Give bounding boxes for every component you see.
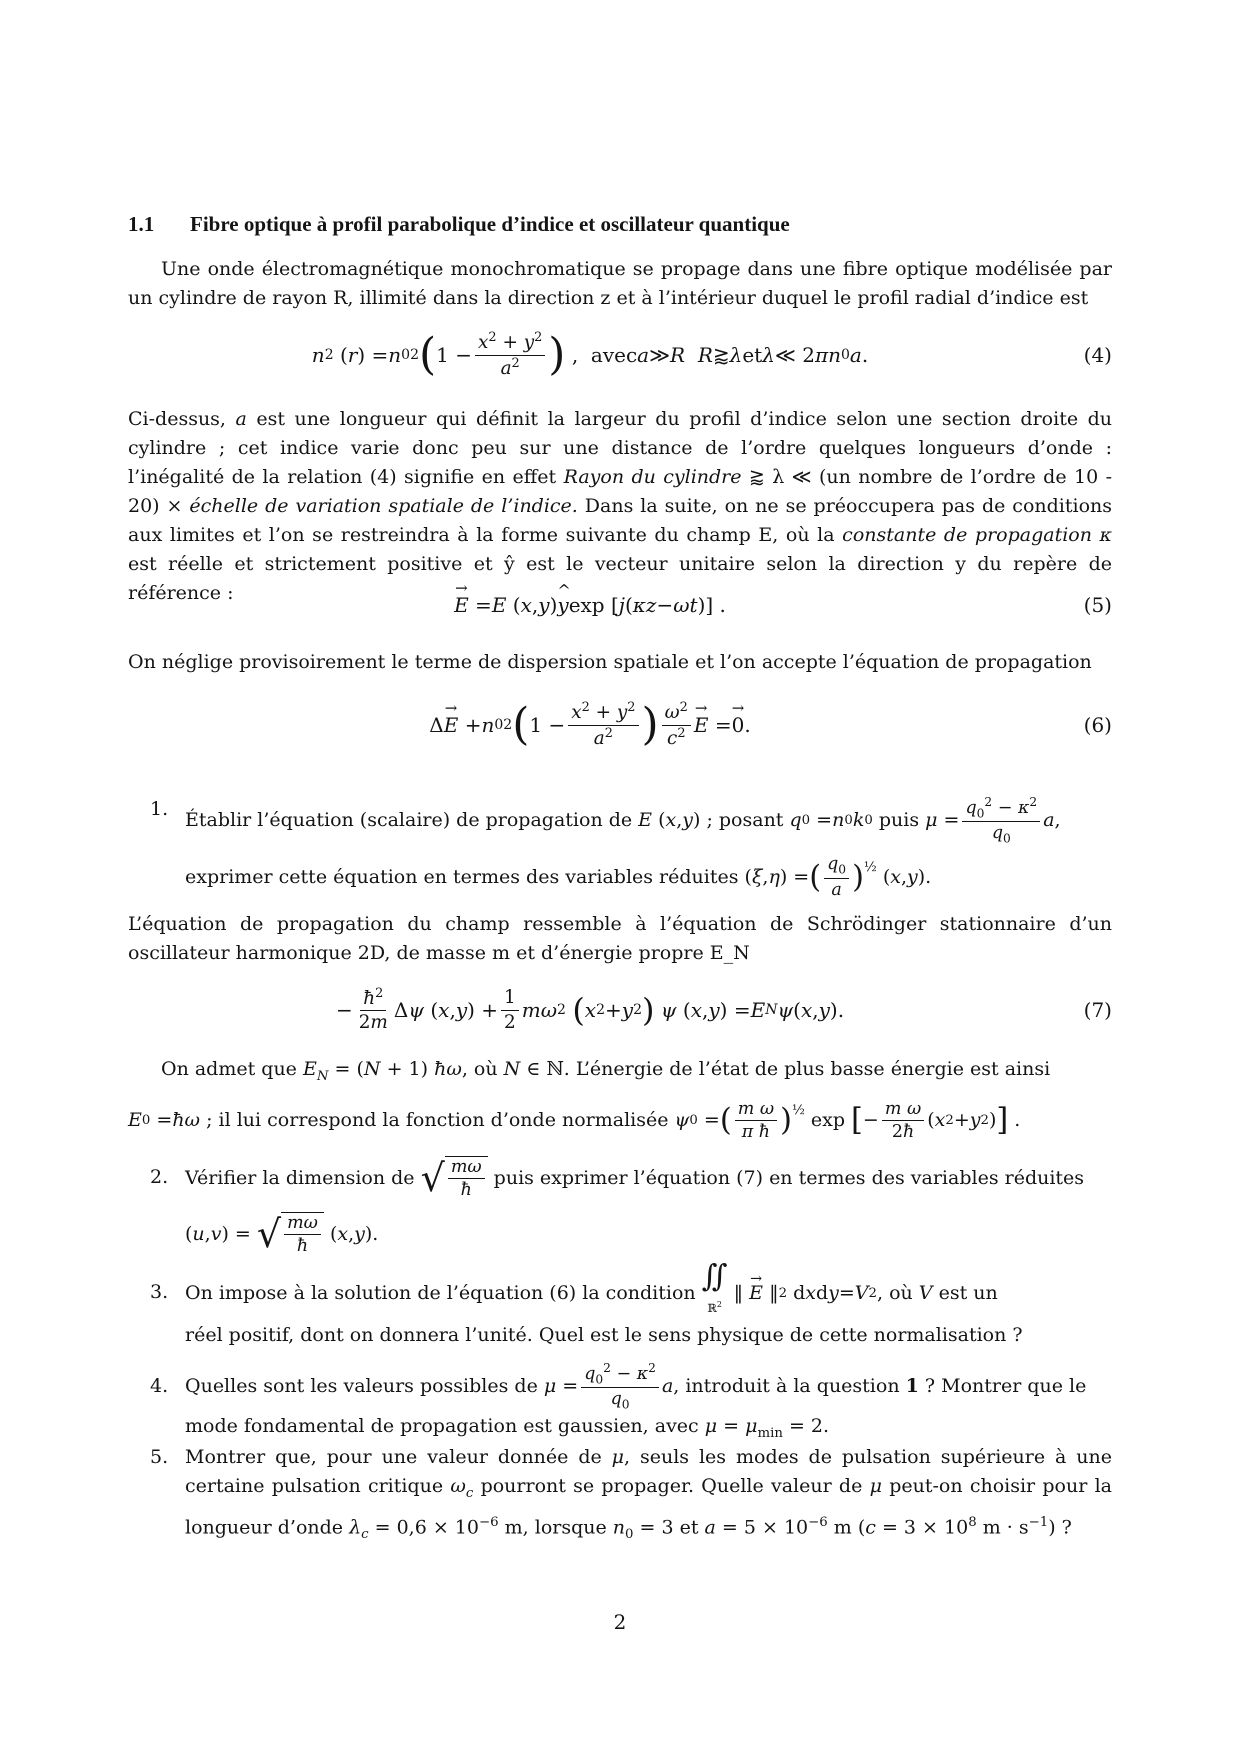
p2-text-a: Ci-dessus, bbox=[128, 408, 236, 430]
question-5-label: 5. bbox=[150, 1446, 169, 1468]
p2-italic-constante: constante de propagation κ bbox=[842, 524, 1113, 546]
equation-5-tag: (5) bbox=[1083, 593, 1112, 617]
p2-italic-echelle: échelle de variation spatiale de l’indice. bbox=[189, 495, 578, 517]
p2-text-i: est réelle et strictement positive et ŷ est le vecteur unitaire selon la direction y du repère de référence : bbox=[128, 553, 1112, 604]
equation-7 bbox=[128, 975, 1112, 1045]
paragraph-4: L’équation de propagation du champ ressemble à l’équation de Schrödinger stationnaire d’un oscillateur harmonique 2D, de masse m et d’énergie propre E_N bbox=[128, 913, 1112, 964]
equation-5-body: → E = E ( x , y ) ^ y exp [ j ( κz − ωt )] . bbox=[128, 580, 1052, 630]
p2-var-a: a bbox=[235, 408, 247, 430]
equation-4-tag: (4) bbox=[1083, 343, 1112, 367]
equation-6-tag: (6) bbox=[1083, 713, 1112, 737]
question-2 bbox=[128, 1150, 1112, 1262]
section-heading bbox=[128, 210, 1112, 239]
section-title: Fibre optique à profil parabolique d’indice et oscillateur quantique bbox=[190, 212, 790, 236]
intro-paragraph: Une onde électromagnétique monochromatique se propage dans une fibre optique modélisée par un cylindre de rayon R, illimité dans la direction z et à l’intérieur duquel le profil radial d’indice est bbox=[128, 258, 1112, 309]
p2-italic-rayon: Rayon du cylindre bbox=[563, 466, 742, 488]
question-4 bbox=[128, 1360, 1112, 1448]
question-3-label: 3. bbox=[150, 1281, 169, 1303]
equation-4 bbox=[128, 320, 1112, 390]
p2-text-e: ⪆ λ ≪ (un nombre de l’ordre de 10 - 20) × bbox=[128, 466, 1112, 517]
question-4-label: 4. bbox=[150, 1375, 169, 1397]
question-4-text: Quelles sont les valeurs possibles de μ = $\frac{q_0^2 - \kappa^2}{q_0}$ a , introduit à la question 1 ? Montrer que le mode fondamental de propagation est gaussien, avec $\mu = \mu_{min} = 2$. bbox=[185, 1360, 1087, 1441]
question-2-text: Vérifier la dimension de √ $\frac{m\omega}{ħ}$ puis exprimer l’équation (7) en termes des variables réduites ( u , v ) = √ $\frac{m\omega}{ħ}$ ( x , y ). bbox=[185, 1156, 1085, 1256]
equation-4-body: n 2 ( r ) = n 0 2 ( 1 − $\frac{x^2 + y^2}{a^2}$ ) , avec a ≫ R R ⪆ λ et λ ≪ 2 πn 0 a . bbox=[311, 329, 869, 380]
equation-5 bbox=[128, 580, 1112, 630]
equation-6-body: Δ → E + n 0 2 ( 1 − $\frac{x^2 + y^2}{a^2}$ ) $\frac{\omega^2}{c^2}$ → E = → 0 . bbox=[128, 690, 1052, 760]
page-number: 2 bbox=[613, 1610, 627, 1634]
paragraph-5: On admet que $E_N = (N + 1)$ ħω, où N ∈ ℕ. L’énergie de l’état de plus basse énergie est ainsi E 0 = ħω ; il lui correspond la fonction d’onde normalisée ψ 0 = ( $\frac{\text{m ω}}{\text{π ħ}}$ ) $^{\frac{1}{2}}$ exp [ − $\frac{\text{m ω}}{2ħ}$ ( x 2 + y 2 ) ] . bbox=[128, 1058, 1051, 1143]
question-1 bbox=[128, 795, 1112, 905]
equation-6 bbox=[128, 690, 1112, 760]
question-1-text: Établir l’équation (scalaire) de propagation de E ( x , y ) ; posant q 0 = n 0 k 0 puis μ = $\frac{q_0^2 - \kappa^2}{q_0}$ a , exprimer cette équation en termes des variables réduites ( ξ , η ) = ( $\frac{q_0}{a}$ ) $^{\frac{1}{2}}$ ( x , y ). bbox=[185, 794, 1061, 900]
question-3-text: On impose à la solution de l’équation (6) la condition ∬ ℝ$^2$ ‖ → E ‖ 2 d x d y = V 2 , où V est un réel positif, dont on donnera l’unité. Quel est le sens physique de cette normalisation ? bbox=[185, 1265, 1112, 1350]
question-3 bbox=[128, 1258, 1112, 1350]
equation-7-tag: (7) bbox=[1083, 998, 1112, 1022]
question-1-label: 1. bbox=[150, 798, 169, 820]
p2-text-g: Dans la suite, on ne se préoccupera pas de conditions aux limites et l’on se restreindra à la forme suivante du champ E, où la bbox=[128, 495, 1112, 546]
question-5-text: Montrer que, pour une valeur donnée de μ, seuls les modes de pulsation supérieure à une certaine pulsation critique $\omega_c$ pourront se propager. Quelle valeur de μ peut-on choisir pour la longueur d’onde $\lambda_c = 0,6 \times 10^{-6}$ m, lorsque $n_0 = 3$ et $a = 5 \times 10^{-6}$ m ($c = 3 \times 10^8$ $m \cdot s^{-1}$) ? bbox=[185, 1446, 1112, 1542]
question-5 bbox=[128, 1443, 1112, 1549]
paragraph-2 bbox=[128, 405, 1112, 608]
paragraph-3: On néglige provisoirement le terme de dispersion spatiale et l’on accepte l’équation de propagation bbox=[128, 651, 1092, 673]
section-number: 1.1 bbox=[128, 212, 155, 236]
equation-7-body: − $\frac{ħ^2}{2m}$ Δ ψ ( x , y ) + $\frac{1}{2}$ mω 2 ( x 2 + y 2 ) ψ ( x , y ) = E N ψ ( x , y ). bbox=[335, 985, 845, 1034]
p2-text-c: est une longueur qui définit la largeur du profil d’indice selon une section droite du cylindre ; cet indice varie donc peu sur une distance de l’ordre quelques longueurs d’onde : l’inégalité de la relation (4) signifie en effet bbox=[128, 408, 1113, 488]
question-2-label: 2. bbox=[150, 1166, 169, 1188]
